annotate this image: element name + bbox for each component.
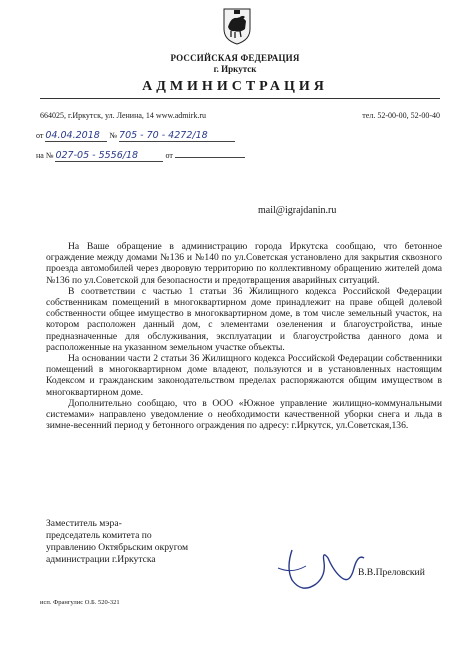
on-from-label: от — [165, 151, 173, 160]
incoming-ref — [36, 150, 245, 162]
from-label: от — [36, 131, 44, 140]
paragraph-2: В соответствии с частью 1 статьи 36 Жилищного кодекса Российской Федерации собственникам помещений в многоквартирном доме принадлежит на праве общей долевой собственности общее имущество в многоквартирном доме, в том числе земельный участок, на котором расположен данный дом, с элементами озеленения и благоустройства, иные предназначенные для обслуживания, эксплуатации и благоустройства данного дома и расположенные на указанном земельном участке объекты. — [46, 285, 442, 353]
paragraph-3: На основании части 2 статьи 36 Жилищного кодекса Российской Федерации собственники помещений в многоквартирном доме владеют, пользуются и в установленных настоящим Кодексом и гражданским законодательством пределах распоряжаются общим имуществом в многоквартирном доме. — [46, 353, 442, 398]
outgoing-ref — [36, 130, 235, 142]
coat-of-arms-icon — [222, 7, 252, 45]
incoming-number: 027-05 - 5556/18 — [55, 150, 139, 161]
letter-body — [46, 241, 442, 431]
paragraph-1: На Ваше обращение в администрацию города Иркутска сообщаю, что бетонное ограждение между домами №136 и №140 по ул.Советская установлено для закрытия сквозного проезда автомобилей через дворовую территорию по коллективному обращению жителей дома №136 по ул.Советской для безопасности и предотвращения аварийных ситуаций. — [46, 241, 442, 286]
country-name: РОССИЙСКАЯ ФЕДЕРАЦИЯ — [170, 53, 300, 63]
executor-info: исп. Франгулис О.Б. 520-321 — [40, 599, 120, 606]
header-divider — [40, 98, 440, 99]
signatory-name: В.В.Преловский — [358, 567, 425, 578]
city-name: г. Иркутск — [213, 64, 257, 74]
signatory-title: Заместитель мэра- председатель комитета по управлению Октябрьским округом администрации г.Иркутска — [46, 518, 189, 565]
on-number-label: на № — [36, 151, 54, 160]
paragraph-4: Дополнительно сообщаю, что в ООО «Южное управление жилищно-коммунальными системами» направлено уведомление о необходимости качественной уборки снега и льда в зимне-весенний период у бетонного ограждения по адресу: г.Иркутск, ул.Советская,136. — [46, 397, 442, 432]
org-title: АДМИНИСТРАЦИЯ — [142, 79, 328, 94]
recipient-email: mail@igrajdanin.ru — [258, 205, 337, 216]
number-label: № — [109, 131, 118, 140]
org-phone: тел. 52-00-00, 52-00-40 — [362, 111, 440, 120]
outgoing-number: 705 - 70 - 4272/18 — [119, 130, 208, 141]
org-address: 664025, г.Иркутск, ул. Ленина, 14 www.admirk.ru — [40, 111, 207, 120]
outgoing-date: 04.04.2018 — [45, 130, 100, 141]
